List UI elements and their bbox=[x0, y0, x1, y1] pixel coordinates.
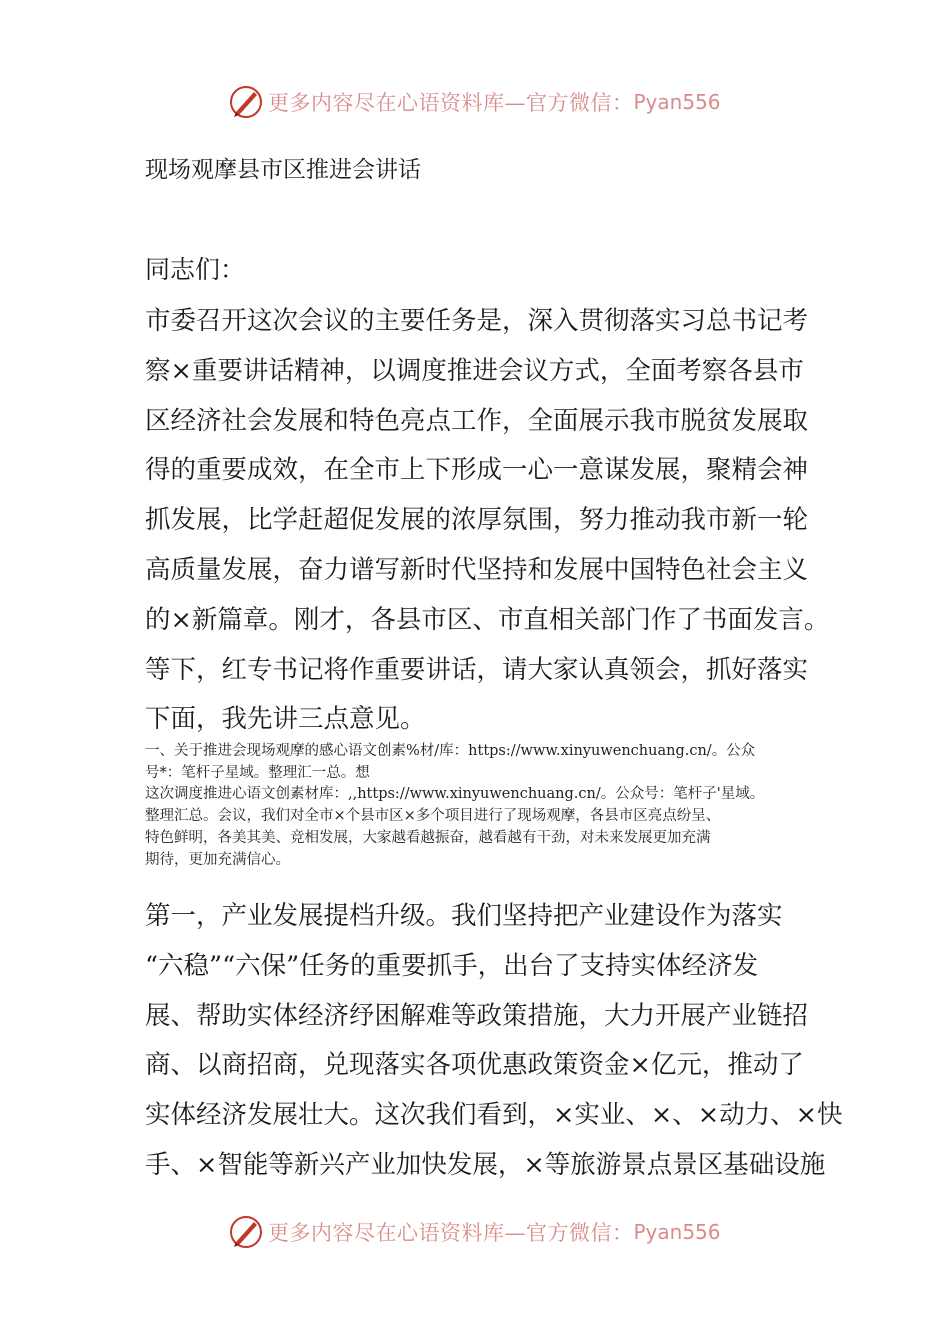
banner-text: 更多内容尽在心语资料库—官方微信： bbox=[268, 91, 634, 115]
text-line: 市委召开这次会议的主要任务是，深入贯彻落实习总书记考 bbox=[145, 306, 809, 336]
paragraph-first-point bbox=[145, 892, 843, 1191]
pen-logo-icon bbox=[228, 84, 264, 120]
small-text-line: 整理汇总。会议，我们对全市×个县市区×多个项目进行了现场观摩，各县市区亮点纷呈、 bbox=[145, 808, 721, 825]
text-line: 抓发展，比学赶超促发展的浓厚氛围，努力推动我市新一轮 bbox=[145, 505, 809, 536]
text-line: 等下，红专书记将作重要讲话，请大家认真领会，抓好落实 bbox=[145, 654, 809, 685]
document-title: 现场观摩县市区推进会讲话 bbox=[145, 157, 421, 183]
text-line: 手、×智能等新兴产业加快发展，×等旅游景点景区基础设施 bbox=[145, 1149, 826, 1180]
section-one-small-text bbox=[145, 741, 825, 871]
small-text-line: 期待，更加充满信心。 bbox=[145, 851, 290, 868]
text-line: “六稳”“六保”任务的重要抓手，出台了支持实体经济发 bbox=[145, 950, 759, 981]
text-line: 商、以商招商，兑现落实各项优惠政策资金×亿元，推动了 bbox=[145, 1050, 804, 1081]
text-line: 得的重要成效，在全市上下形成一心一意谋发展，聚精会神 bbox=[145, 455, 809, 486]
text-line: 高质量发展，奋力谱写新时代坚持和发展中国特色社会主义 bbox=[145, 554, 809, 585]
text-line: 区经济社会发展和特色亮点工作，全面展示我市脱贫发展取 bbox=[145, 405, 809, 436]
banner-text: 更多内容尽在心语资料库—官方微信： bbox=[268, 1221, 634, 1245]
small-text-line: 特色鲜明，各美其美、竞相发展，大家越看越振奋，越看越有干劲，对未来发展更加充满 bbox=[145, 829, 711, 846]
salutation: 同志们： bbox=[145, 255, 246, 284]
text-line: 的×新篇章。刚才，各县市区、市直相关部门作了书面发言。 bbox=[145, 604, 830, 635]
header-banner bbox=[228, 80, 748, 124]
small-text-line: 一、关于推进会现场观摩的感心语文创素%材/库：https://www.xinyuwenchuang.cn/。公众 bbox=[145, 743, 756, 759]
footer-banner bbox=[228, 1210, 748, 1254]
text-line: 第一，产业发展提档升级。我们坚持把产业建设作为落实 bbox=[145, 901, 783, 931]
small-text-line: 号*：笔杆子星域。整理汇一总。想 bbox=[145, 764, 370, 781]
text-line: 展、帮助实体经济纾困解难等政策措施，大力开展产业链招 bbox=[145, 1000, 809, 1031]
text-line: 下面，我先讲三点意见。 bbox=[145, 704, 426, 735]
text-line: 察×重要讲话精神，以调度推进会议方式，全面考察各县市 bbox=[145, 355, 804, 386]
banner-wechat-id: Pyan556 bbox=[633, 1220, 721, 1244]
text-line: 实体经济发展壮大。这次我们看到，×实业、×、×动力、×快 bbox=[145, 1100, 843, 1131]
small-text-line: 这次调度推进心语文创素材库：,,https://www.xinyuwenchuang.cn/。公众号：笔杆子'星域。 bbox=[145, 786, 765, 803]
pen-logo-icon bbox=[228, 1214, 264, 1250]
paragraph-intro bbox=[145, 297, 830, 745]
banner-wechat-id: Pyan556 bbox=[633, 90, 721, 114]
